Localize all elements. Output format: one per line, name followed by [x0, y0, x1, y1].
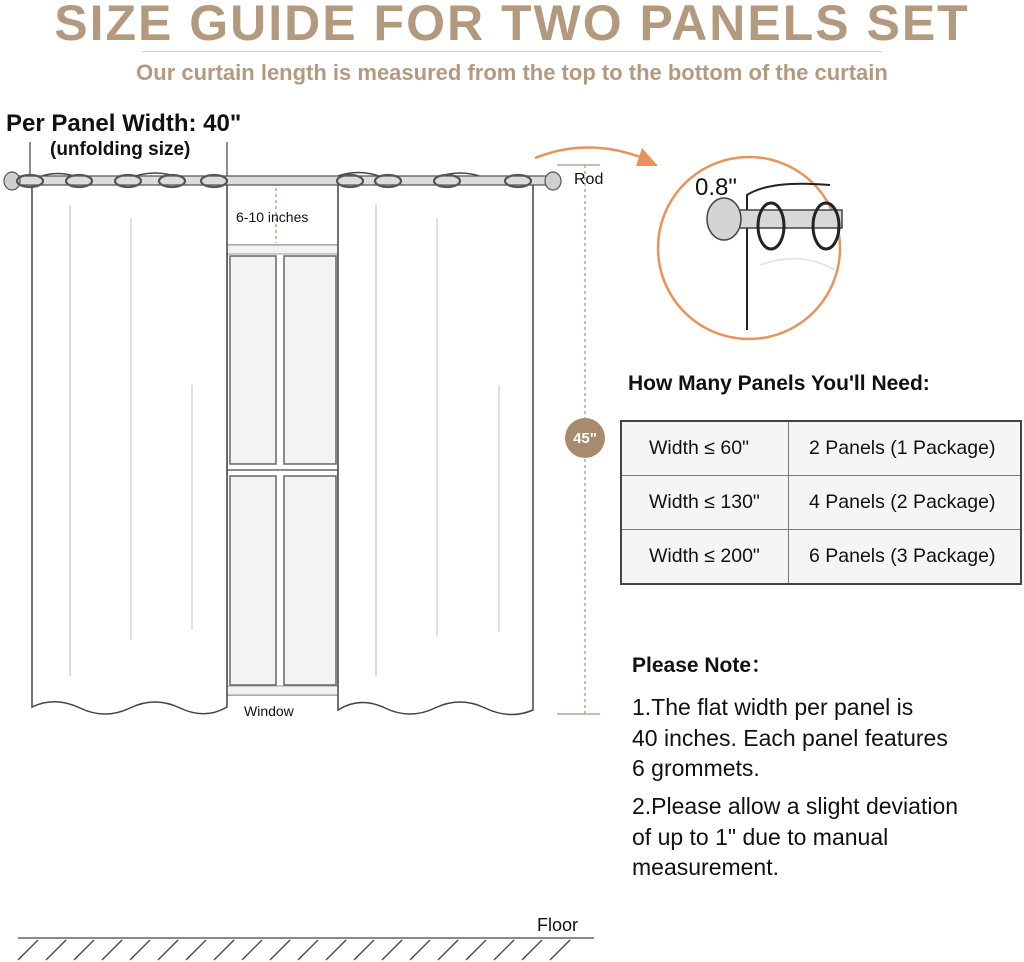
left-curtain-panel: [32, 173, 227, 714]
panels-cell: 4 Panels (2 Package): [789, 476, 1022, 530]
panels-cell: 6 Panels (3 Package): [789, 530, 1022, 585]
panels-table: [620, 420, 1022, 585]
table-row: [621, 530, 1021, 585]
note-line: 1.The flat width per panel is: [632, 694, 914, 720]
note-line: 2.Please allow a slight deviation: [632, 793, 959, 819]
grommet-zoom-circle: [658, 157, 842, 339]
right-curtain-panel: [338, 172, 533, 714]
rod-label: Rod: [574, 171, 604, 188]
window: [227, 245, 338, 695]
note-line: 6 grommets.: [632, 755, 760, 781]
note-item-2: [632, 791, 958, 883]
panel-width-label: Per Panel Width: 40": [6, 110, 242, 137]
width-cell: Width ≤ 130": [621, 476, 789, 530]
width-cell: Width ≤ 200": [621, 530, 789, 585]
table-row: [621, 476, 1021, 530]
window-label: Window: [244, 703, 294, 719]
note-line: of up to 1" due to manual: [632, 823, 889, 850]
grommet-size-label: 0.8": [695, 174, 737, 201]
panels-heading: How Many Panels You'll Need:: [628, 372, 930, 395]
note-line: measurement.: [632, 854, 780, 880]
length-badge: 45": [565, 418, 605, 458]
floor: [18, 938, 594, 960]
zoom-arrow-icon: [535, 147, 658, 166]
table-row: [621, 421, 1021, 476]
gap-label: 6-10 inches: [236, 209, 309, 225]
note-heading: Please Note：: [632, 654, 773, 677]
panel-width-sublabel: (unfolding size): [50, 139, 191, 160]
page-subtitle: Our curtain length is measured from the top to the bottom of the curtain: [136, 60, 888, 85]
page-title: SIZE GUIDE FOR TWO PANELS SET: [54, 0, 970, 51]
floor-label: Floor: [537, 915, 579, 935]
panels-cell: 2 Panels (1 Package): [789, 421, 1022, 476]
width-cell: Width ≤ 60": [621, 421, 789, 476]
note-line: 40 inches. Each panel features: [632, 724, 948, 751]
note-item-1: [632, 692, 948, 784]
